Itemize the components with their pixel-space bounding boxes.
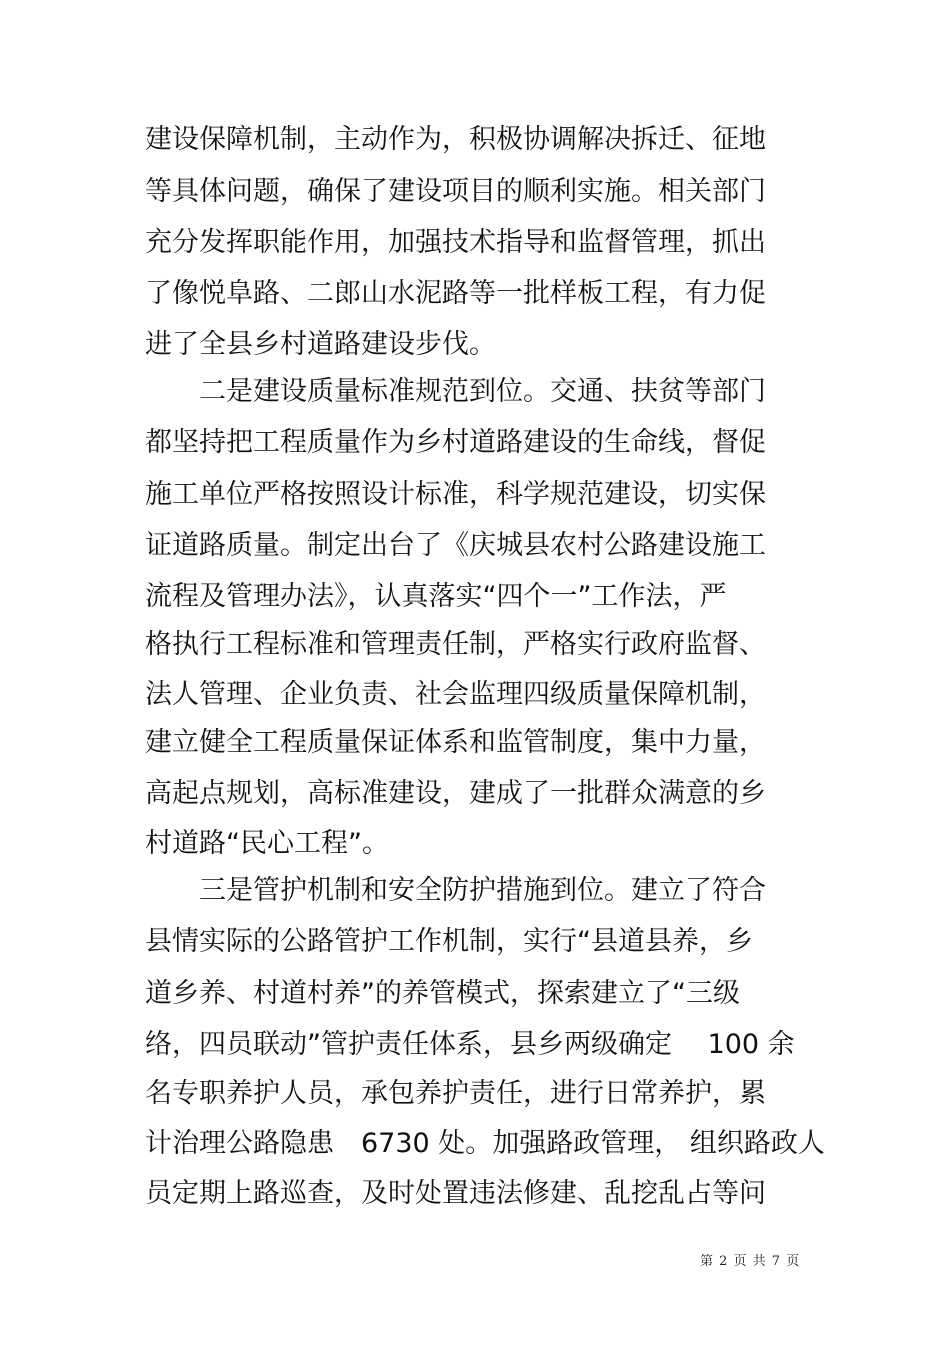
text-line: 证道路质量。制定出台了《庆城县农村公路建设施工	[145, 530, 766, 561]
text-line: 村道路“民心工程”。	[145, 828, 389, 859]
text-line: 建设保障机制，主动作为，积极协调解决拆迁、征地	[145, 124, 766, 155]
text-line: 络，四员联动”管护责任体系，县乡两级确定 100 余	[145, 1029, 795, 1060]
text-line: 了像悦阜路、二郎山水泥路等一批样板工程，有力促	[145, 278, 766, 309]
text-line: 名专职养护人员，承包养护责任，进行日常养护，累	[145, 1078, 766, 1109]
page-number-footer: 第 2 页 共 7 页	[700, 1254, 801, 1269]
text-line: 高起点规划，高标准建设，建成了一批群众满意的乡	[145, 778, 766, 809]
text-line: 充分发挥职能作用，加强技术指导和监督管理，抓出	[145, 227, 766, 258]
text-line: 等具体问题，确保了建设项目的顺利实施。相关部门	[145, 176, 766, 207]
text-line: 施工单位严格按照设计标准，科学规范建设，切实保	[145, 479, 766, 510]
text-line: 三是管护机制和安全防护措施到位。建立了符合	[145, 875, 766, 906]
text-line: 道乡养、村道村养”的养管模式，探索建立了“三级	[145, 978, 740, 1009]
text-line: 员定期上路巡查，及时处置违法修建、乱挖乱占等问	[145, 1178, 766, 1209]
text-line: 县情实际的公路管护工作机制，实行“县道县养，乡	[145, 926, 753, 957]
text-line: 进了全县乡村道路建设步伐。	[145, 329, 496, 360]
text-line: 法人管理、企业负责、社会监理四级质量保障机制，	[145, 679, 766, 710]
text-line: 流程及管理办法》，认真落实“四个一”工作法，严	[145, 581, 727, 612]
text-line: 二是建设质量标准规范到位。交通、扶贫等部门	[145, 376, 766, 407]
text-line: 格执行工程标准和管理责任制，严格实行政府监督、	[145, 629, 766, 660]
text-line: 都坚持把工程质量作为乡村道路建设的生命线，督促	[145, 427, 766, 458]
text-line: 计治理公路隐患 6730 处。加强路政管理， 组织路政人	[145, 1128, 825, 1159]
text-line: 建立健全工程质量保证体系和监管制度，集中力量，	[145, 727, 766, 758]
